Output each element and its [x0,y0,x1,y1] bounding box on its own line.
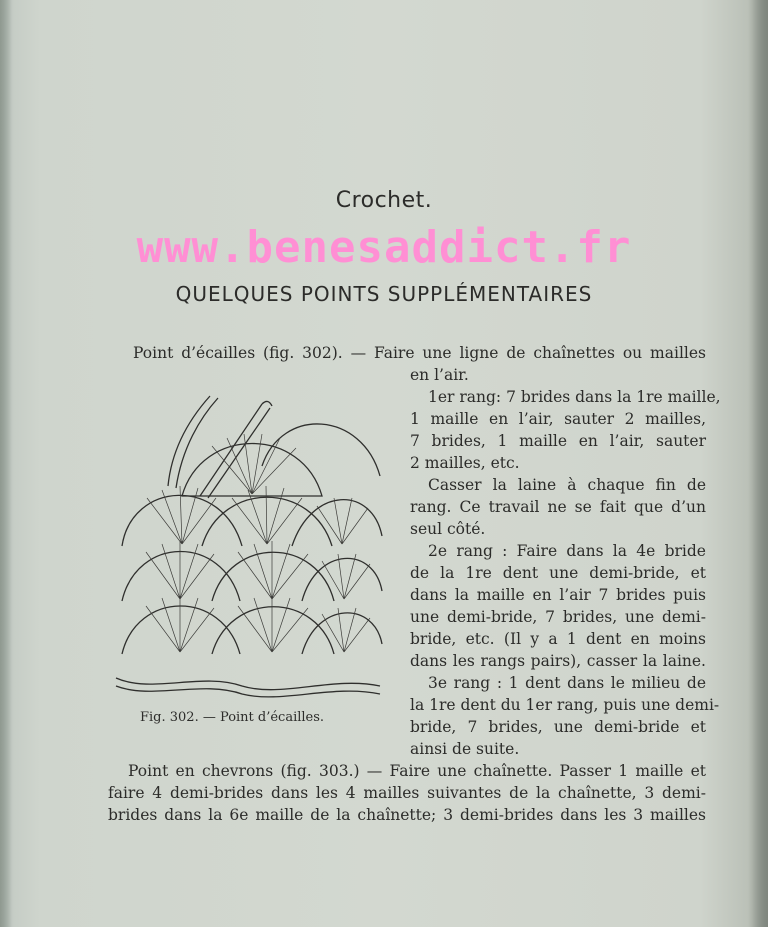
text-line: ainsi de suite. [410,740,520,758]
text-line: 2e rang : Faire dans la 4e bride [428,542,706,560]
watermark-text: www.benesaddict.fr [136,222,632,273]
text-line: brides dans la 6e maille de la chaînette; 3 demi-brides dans les 3 mailles [108,806,706,824]
hook-tip [262,401,272,406]
text-line: bride, 7 brides, une demi-bride et [410,718,706,736]
text-line: 2 mailles, etc. [410,454,520,472]
crochet-hook [200,404,262,496]
text-line: une demi-bride, 7 brides, une demi- [410,608,706,626]
text-line: la 1re dent du 1er rang, puis une demi- [410,696,720,714]
fan-stitch-hatching [146,434,370,652]
page-edge-left [0,0,12,927]
text-line: 1er rang: 7 brides dans la 1re maille, [428,388,721,406]
text-line: rang. Ce travail ne se fait que d’un [410,498,706,516]
text-line: faire 4 demi-brides dans les 4 mailles suivantes de la chaînette, 3 demi- [108,784,706,802]
text-line: seul côté. [410,520,486,538]
scale-row [182,424,380,496]
text-line: bride, etc. (Il y a 1 dent en moins [410,630,706,648]
chain-base [116,678,380,690]
page-header: Crochet. [335,188,433,213]
figure-caption: Fig. 302. — Point d’écailles. [140,710,325,725]
text-line: Point en chevrons (fig. 303.) — Faire une chaînette. Passer 1 maille et [128,762,706,780]
text-line: 3e rang : 1 dent dans le milieu de [428,674,706,692]
text-line: 7 brides, 1 maille en l’air, sauter [410,432,706,450]
page-edge-right [748,0,768,927]
crochet-scales-illustration [112,386,388,706]
text-line: 1 maille en l’air, sauter 2 mailles, [410,410,706,428]
text-line: dans les rangs pairs), casser la laine. [410,652,706,670]
text-line: de la 1re dent une demi-bride, et [410,564,706,582]
text-line: Point d’écailles (fig. 302). — Faire une ligne de chaînettes ou mailles [133,344,706,362]
text-line: dans la maille en l’air 7 brides puis [410,586,706,604]
text-line: en l’air. [410,366,469,384]
section-title: QUELQUES POINTS SUPPLÉMENTAIRES [175,282,593,306]
text-line: Casser la laine à chaque fin de [428,476,706,494]
